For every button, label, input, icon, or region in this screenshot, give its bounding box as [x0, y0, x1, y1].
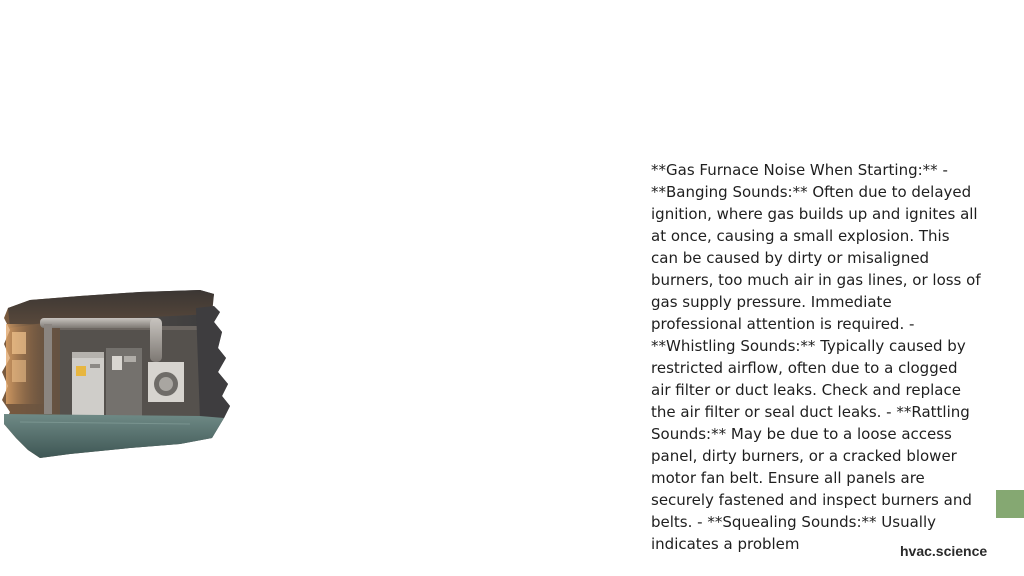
furnace-room-illustration: [0, 288, 232, 460]
brand-label: hvac.science: [900, 543, 988, 559]
article-paragraph: **Gas Furnace Noise When Starting:** - **Banging Sounds:** Often due to delayed ignition, where gas builds up and ignites all at once, causing a small explosion. This can be caused by dirty or misaligned burners, too much air in gas lines, or loss of gas supply pressure. Immediate professional attention is required. - **Whistling Sounds:** Typically caused by restricted airflow, often due to a clogged air filter or duct leaks. Check and replace the air filter or seal duct leaks. - **Rattling Sounds:** May be due to a loose access panel, dirty burners, or a cracked blower motor fan belt. Ensure all panels are securely fastened and inspect burners and belts. - **Squealing Sounds:** Usually indicates a problem: [651, 161, 981, 553]
brand-chip: [996, 490, 1024, 518]
